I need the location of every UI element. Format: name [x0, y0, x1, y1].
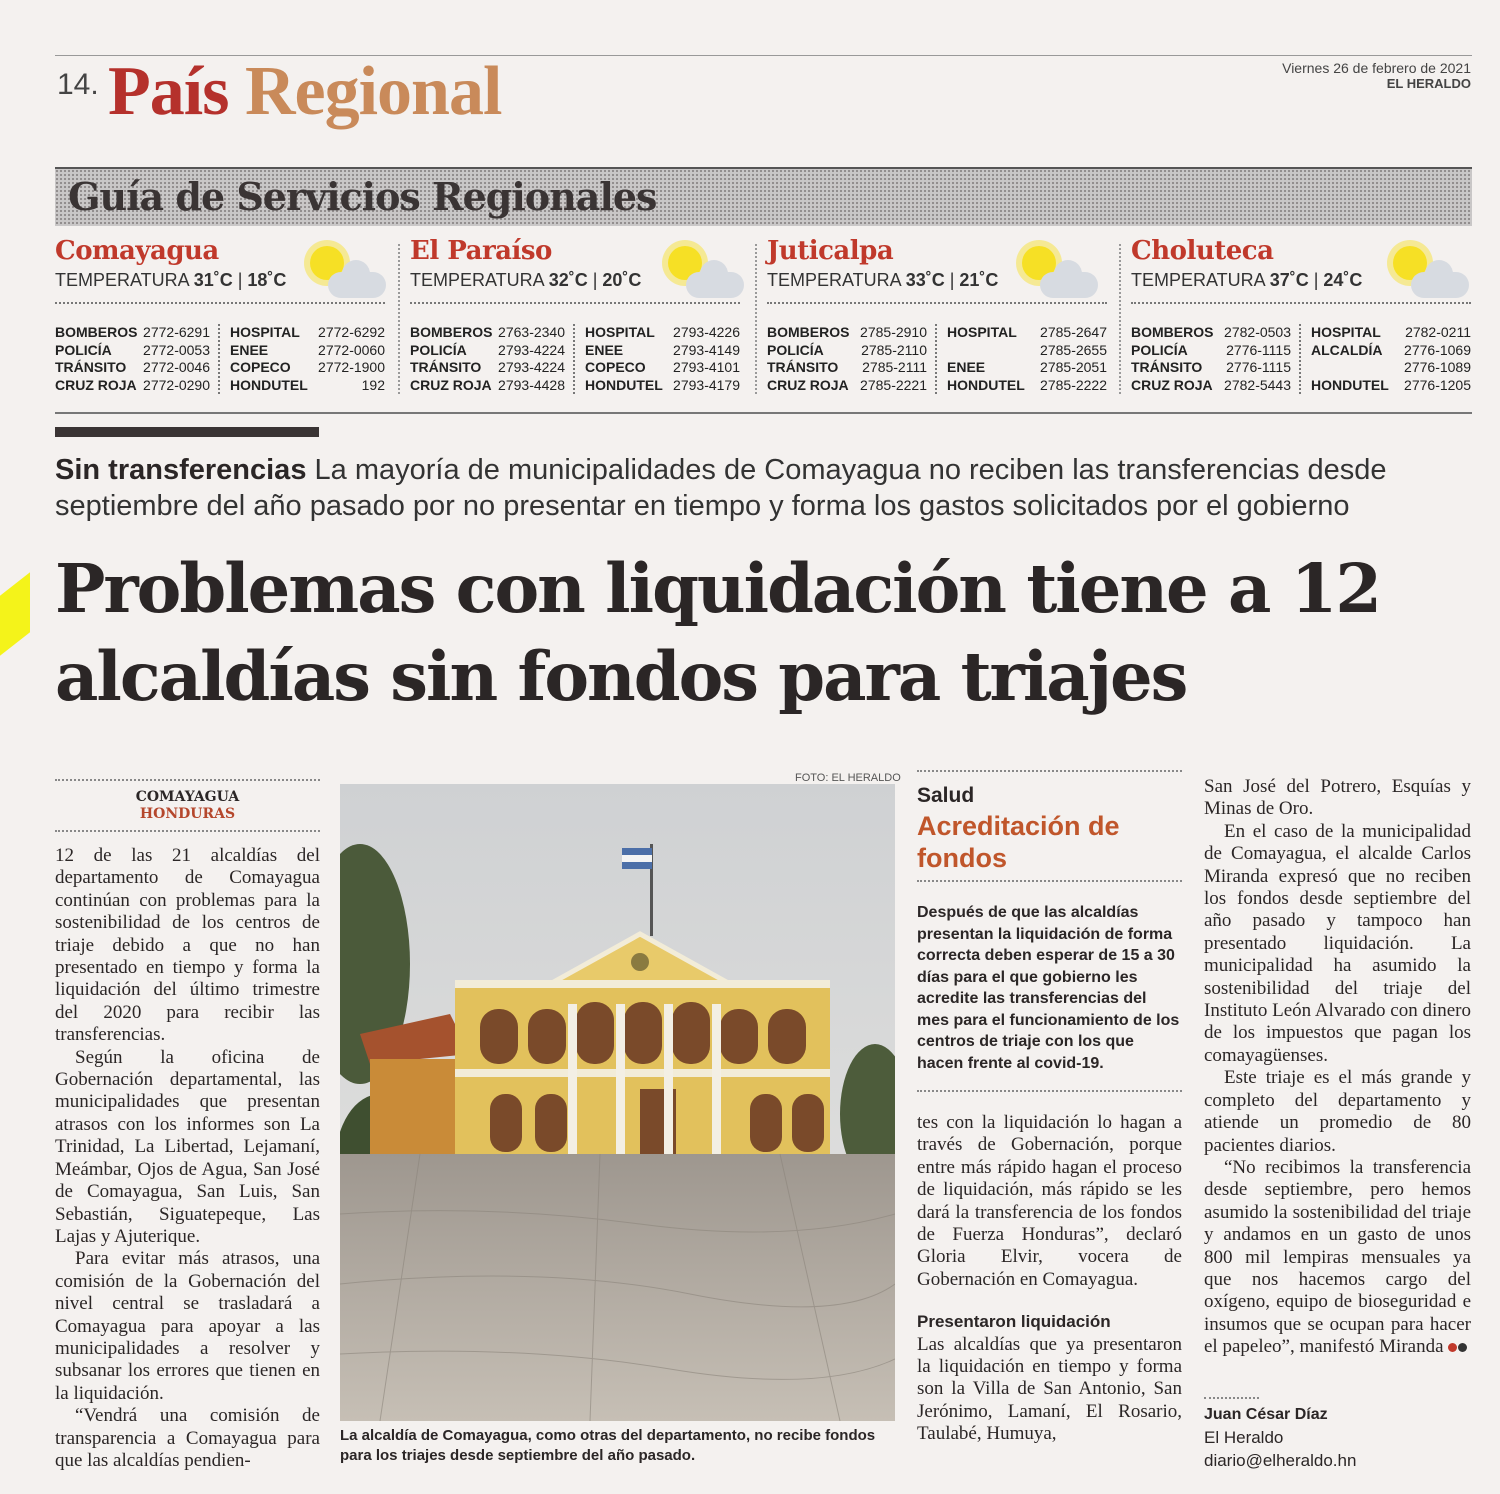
column-1 [55, 845, 320, 1472]
temperature-line: TEMPERATURA 37˚C | 24˚C [1131, 270, 1363, 290]
sidebar-body: Después de que las alcaldías presentan la liquidación de forma correcta deben esperar de 15 a 30 días para el que gobierno les acredite las transferencias del mes para el funcionamiento de los centros de triaje con los que hacen frente al covid-19. [917, 904, 1180, 1072]
temp-low: 21˚C [959, 270, 999, 290]
phone-list [1311, 324, 1471, 394]
service-phone: 2776-1089 [1404, 359, 1471, 375]
date-text: Viernes 26 de febrero de 2021 [1282, 60, 1471, 76]
guide-title: Guía de Servicios Regionales [68, 174, 657, 219]
kicker-bar [55, 427, 319, 437]
service-name: BOMBEROS [767, 324, 850, 340]
city-header [410, 236, 641, 291]
partly-cloudy-icon [1022, 246, 1100, 306]
service-name: POLICÍA [767, 341, 824, 358]
phone-row [410, 359, 565, 377]
city-divider [767, 302, 1107, 304]
city-divider [410, 302, 740, 304]
service-phone: 2772-1900 [318, 359, 385, 375]
phone-row [585, 359, 740, 377]
city-hall-illustration [340, 784, 895, 1421]
kicker-lead: Sin transferencias [55, 454, 307, 486]
service-name: COPECO [585, 359, 646, 375]
cloud-shape [1411, 272, 1469, 298]
service-name: CRUZ ROJA [410, 376, 492, 393]
phone-column-separator [573, 324, 575, 394]
phone-row [585, 342, 740, 360]
phone-row [947, 324, 1107, 342]
service-phone: 2782-0503 [1224, 324, 1291, 340]
dateline-rule [55, 830, 320, 832]
service-name: CRUZ ROJA [767, 376, 849, 393]
service-name: TRÁNSITO [55, 359, 127, 375]
phone-list [55, 324, 210, 394]
service-phone: 2785-2110 [861, 341, 927, 358]
section-word-2: Regional [244, 53, 502, 130]
phone-row [1131, 342, 1291, 360]
author-email: diario@elheraldo.hn [1204, 1451, 1357, 1470]
temp-high: 33˚C [905, 270, 945, 290]
city-header [767, 236, 998, 291]
section-title [108, 52, 501, 132]
headline: Problemas con liquidación tiene a 12 alcaldías sin fondos para triajes [55, 549, 1380, 716]
phone-row [410, 377, 565, 395]
phone-row [230, 342, 385, 360]
temp-low: 20˚C [602, 270, 642, 290]
service-phone: 2793-4224 [498, 341, 565, 358]
city-separator [755, 244, 757, 394]
kicker [55, 452, 1472, 524]
phone-row [55, 342, 210, 360]
phone-row [410, 342, 565, 360]
service-phone: 2793-4226 [673, 324, 740, 340]
partly-cloudy-icon [1393, 246, 1471, 306]
service-name: POLICÍA [410, 341, 467, 358]
byline [1204, 1403, 1356, 1472]
issue-date [1282, 60, 1471, 91]
phone-row [410, 324, 565, 342]
service-name: COPECO [230, 359, 291, 375]
service-name: HONDUTEL [947, 376, 1025, 393]
section-word-1: País [108, 53, 229, 130]
service-name: ENEE [585, 341, 624, 358]
paragraph: Este triaje es el más grande y completo del departamento y atiende un promedio de 80 pacientes diarios. [1204, 1067, 1471, 1156]
sidebar-title-rule [917, 880, 1182, 882]
temp-high: 32˚C [548, 270, 588, 290]
service-name: TRÁNSITO [767, 359, 839, 375]
phone-row [1131, 324, 1291, 342]
page-number: 14. [57, 68, 99, 101]
service-name: BOMBEROS [1131, 324, 1214, 340]
guide-bottom-rule [55, 412, 1472, 414]
temp-low: 24˚C [1323, 270, 1363, 290]
temp-low: 18˚C [247, 270, 287, 290]
service-name: POLICÍA [55, 341, 112, 358]
phone-row [55, 324, 210, 342]
phone-list [230, 324, 385, 394]
dateline-country: HONDURAS [139, 806, 236, 822]
end-mark-dot [1458, 1343, 1467, 1352]
service-phone: 2782-5443 [1224, 376, 1291, 393]
paragraph: Según la oficina de Gobernación departamental, las municipalidades que presentan atrasos con los informes son La Trinidad, La Libertad, Lejamaní, Meámbar, Ojos de Agua, San José de Comayagua, San Luis, San Sebastián, Siguatepeque, Las Lajas y Ajuterique. [55, 1046, 320, 1247]
service-phone: 2793-4101 [673, 359, 740, 375]
paragraph: Las alcaldías que ya presentaron la liquidación en tiempo y forma son la Villa de San Antonio, San Jerónimo, Lamaní, El Rosario, Taulabé, Humuya, [917, 1333, 1182, 1445]
service-phone: 2772-6291 [143, 324, 210, 340]
temp-label: TEMPERATURA [1131, 270, 1265, 290]
partly-cloudy-icon [310, 246, 388, 306]
service-phone: 2793-4179 [673, 376, 740, 393]
dateline-city: COMAYAGUA [135, 789, 240, 805]
service-phone: 192 [361, 376, 385, 393]
service-name: ALCALDÍA [1311, 341, 1383, 358]
phone-list [767, 324, 927, 394]
paragraph: 12 de las 21 alcaldías del departamento de Comayagua continúan con problemas para la sostenibilidad de los centros de triaje debido a que no han presentado en tiempo y forma la liquidación del último trimestre del 2020 para recibir las transferencias. [55, 845, 320, 1046]
phone-row [1131, 377, 1291, 395]
service-phone: 2776-1115 [1226, 359, 1291, 375]
phone-row [230, 377, 385, 395]
temp-high: 37˚C [1269, 270, 1309, 290]
service-name: HOSPITAL [1311, 324, 1381, 340]
city-name: Juticalpa [767, 236, 894, 266]
temp-label: TEMPERATURA [767, 270, 901, 290]
service-name: HOSPITAL [230, 324, 300, 340]
service-phone: 2772-0046 [143, 359, 210, 375]
service-phone: 2772-0290 [143, 376, 210, 393]
phone-list [947, 324, 1107, 394]
service-name: BOMBEROS [410, 324, 493, 340]
end-mark-dot [1448, 1343, 1457, 1352]
service-phone: 2785-2051 [1040, 359, 1107, 375]
phone-list [410, 324, 565, 394]
service-name: TRÁNSITO [1131, 359, 1203, 375]
paragraph: San José del Potrero, Esquías y Minas de Oro. [1204, 776, 1471, 820]
temperature-line: TEMPERATURA 32˚C | 20˚C [410, 270, 642, 290]
service-name: ENEE [230, 341, 269, 358]
service-name: CRUZ ROJA [55, 376, 137, 393]
paper-name: EL HERALDO [1386, 76, 1471, 91]
city-divider [1131, 302, 1471, 304]
closing-quote: “No recibimos la transferencia desde septiembre, pero hemos asumido la sostenibilidad del triaje y andamos en un gasto de unos 800 mil lempiras mensuales ya que nos hacemos cargo del oxígeno, equipo de bioseguridad e insumos que se ocupan para hacer el papeleo”, manifestó Miranda [1204, 1156, 1471, 1358]
phone-row [767, 342, 927, 360]
service-phone: 2785-2647 [1040, 324, 1107, 340]
phone-list [585, 324, 740, 394]
column-4 [1204, 776, 1471, 1359]
city-name: El Paraíso [410, 236, 552, 266]
sidebar-label: Salud [917, 784, 975, 807]
phone-row [767, 324, 927, 342]
temp-label: TEMPERATURA [410, 270, 544, 290]
phone-row [947, 359, 1107, 377]
city-divider [55, 302, 385, 304]
phone-row [767, 359, 927, 377]
service-phone: 2772-0060 [318, 341, 385, 358]
service-name: BOMBEROS [55, 324, 138, 340]
city-name: Comayagua [55, 236, 219, 266]
city-header [1131, 236, 1362, 291]
service-phone: 2785-2655 [1040, 341, 1107, 358]
service-name: HONDUTEL [230, 376, 308, 393]
service-phone: 2793-4428 [498, 376, 565, 393]
phone-column-separator [935, 324, 937, 394]
kicker-text: La mayoría de municipalidades de Comayagua no reciben las transferencias desde septiembre del año pasado por no presentar en tiempo y forma los gastos solicitados por el gobierno [55, 454, 1387, 522]
service-phone: 2785-2221 [860, 376, 927, 393]
byline-rule [1204, 1397, 1259, 1399]
paragraph: Para evitar más atrasos, una comisión de la Gobernación del nivel central se trasladará a Comayagua para apoyar a las municipalidades a resolver y subsanar los errores que tienen en la liquidación. [55, 1248, 320, 1404]
column-3 [917, 1112, 1182, 1446]
subhead: Presentaron liquidación [917, 1312, 1111, 1332]
service-phone: 2793-4149 [673, 341, 740, 358]
temperature-line: TEMPERATURA 31˚C | 18˚C [55, 270, 287, 290]
dateline [55, 789, 320, 823]
service-phone: 2785-2222 [1040, 376, 1107, 393]
phone-row [55, 359, 210, 377]
service-phone: 2763-2340 [498, 324, 565, 340]
service-name: HOSPITAL [947, 324, 1017, 340]
partly-cloudy-icon [668, 246, 746, 306]
service-name: HONDUTEL [585, 376, 663, 393]
phone-column-separator [218, 324, 220, 394]
photo-caption: La alcaldía de Comayagua, como otras del departamento, no recibe fondos para los triajes desde septiembre del año pasado. [340, 1427, 876, 1464]
service-phone: 2785-2111 [862, 359, 927, 375]
author-paper: El Heraldo [1204, 1428, 1284, 1447]
phone-row [230, 359, 385, 377]
cloud-shape [686, 272, 744, 298]
temperature-line: TEMPERATURA 33˚C | 21˚C [767, 270, 999, 290]
col1-top-rule [55, 779, 320, 781]
service-phone: 2772-6292 [318, 324, 385, 340]
phone-row [230, 324, 385, 342]
phone-row [1311, 342, 1471, 360]
phone-row [1311, 359, 1471, 377]
service-phone: 2776-1115 [1226, 341, 1291, 358]
sidebar-title: Acreditación de fondos [917, 811, 1120, 873]
phone-list [1131, 324, 1291, 394]
service-phone: 2782-0211 [1405, 324, 1471, 340]
phone-row [55, 377, 210, 395]
service-name: POLICÍA [1131, 341, 1188, 358]
temp-label: TEMPERATURA [55, 270, 189, 290]
service-phone: 2776-1205 [1404, 376, 1471, 393]
phone-row [947, 342, 1107, 360]
service-phone: 2785-2910 [860, 324, 927, 340]
sidebar-top-rule [917, 770, 1182, 772]
phone-row [767, 377, 927, 395]
service-name: HOSPITAL [585, 324, 655, 340]
phone-row [585, 377, 740, 395]
photo-credit: FOTO: EL HERALDO [795, 772, 901, 784]
cloud-shape [1040, 272, 1098, 298]
service-name: HONDUTEL [1311, 376, 1389, 393]
city-name: Choluteca [1131, 236, 1274, 266]
service-phone: 2793-4224 [498, 359, 565, 375]
paragraph: tes con la liquidación lo hagan a través de Gobernación, porque entre más rápido hagan el proceso de liquidación, más rápido se les dará la transferencia de los fondos de Fuerza Honduras”, declaró Gloria Elvir, vocera de Gobernación en Comayagua. [917, 1112, 1182, 1290]
paragraph [1204, 1157, 1471, 1359]
city-separator [1119, 244, 1121, 394]
temp-high: 31˚C [193, 270, 233, 290]
service-phone: 2772-0053 [143, 341, 210, 358]
city-header [55, 236, 286, 291]
cloud-shape [328, 272, 386, 298]
author-name: Juan César Díaz [1204, 1406, 1328, 1423]
phone-row [1311, 377, 1471, 395]
paragraph: “Vendrá una comisión de transparencia a Comayagua para que las alcaldías pendien- [55, 1405, 320, 1471]
service-name: TRÁNSITO [410, 359, 482, 375]
highlighter-mark [0, 572, 30, 655]
paragraph: En el caso de la municipalidad de Comayagua, el alcalde Carlos Miranda expresó que no reciben los fondos desde septiembre del año pasado y tampoco han presentado liquidación. La municipalidad ha asumido la sostenibilidad del triaje del Instituto León Alvarado con dinero de los impuestos que pagan los comayagüenses. [1204, 820, 1471, 1066]
phone-row [585, 324, 740, 342]
phone-row [1131, 359, 1291, 377]
service-name: ENEE [947, 359, 986, 375]
phone-row [1311, 324, 1471, 342]
phone-column-separator [1299, 324, 1301, 394]
city-separator [398, 244, 400, 394]
service-phone: 2776-1069 [1404, 341, 1471, 358]
service-name: CRUZ ROJA [1131, 376, 1213, 393]
photo-city-hall [340, 784, 895, 1421]
phone-row [947, 377, 1107, 395]
sidebar-bottom-rule [917, 1090, 1182, 1092]
